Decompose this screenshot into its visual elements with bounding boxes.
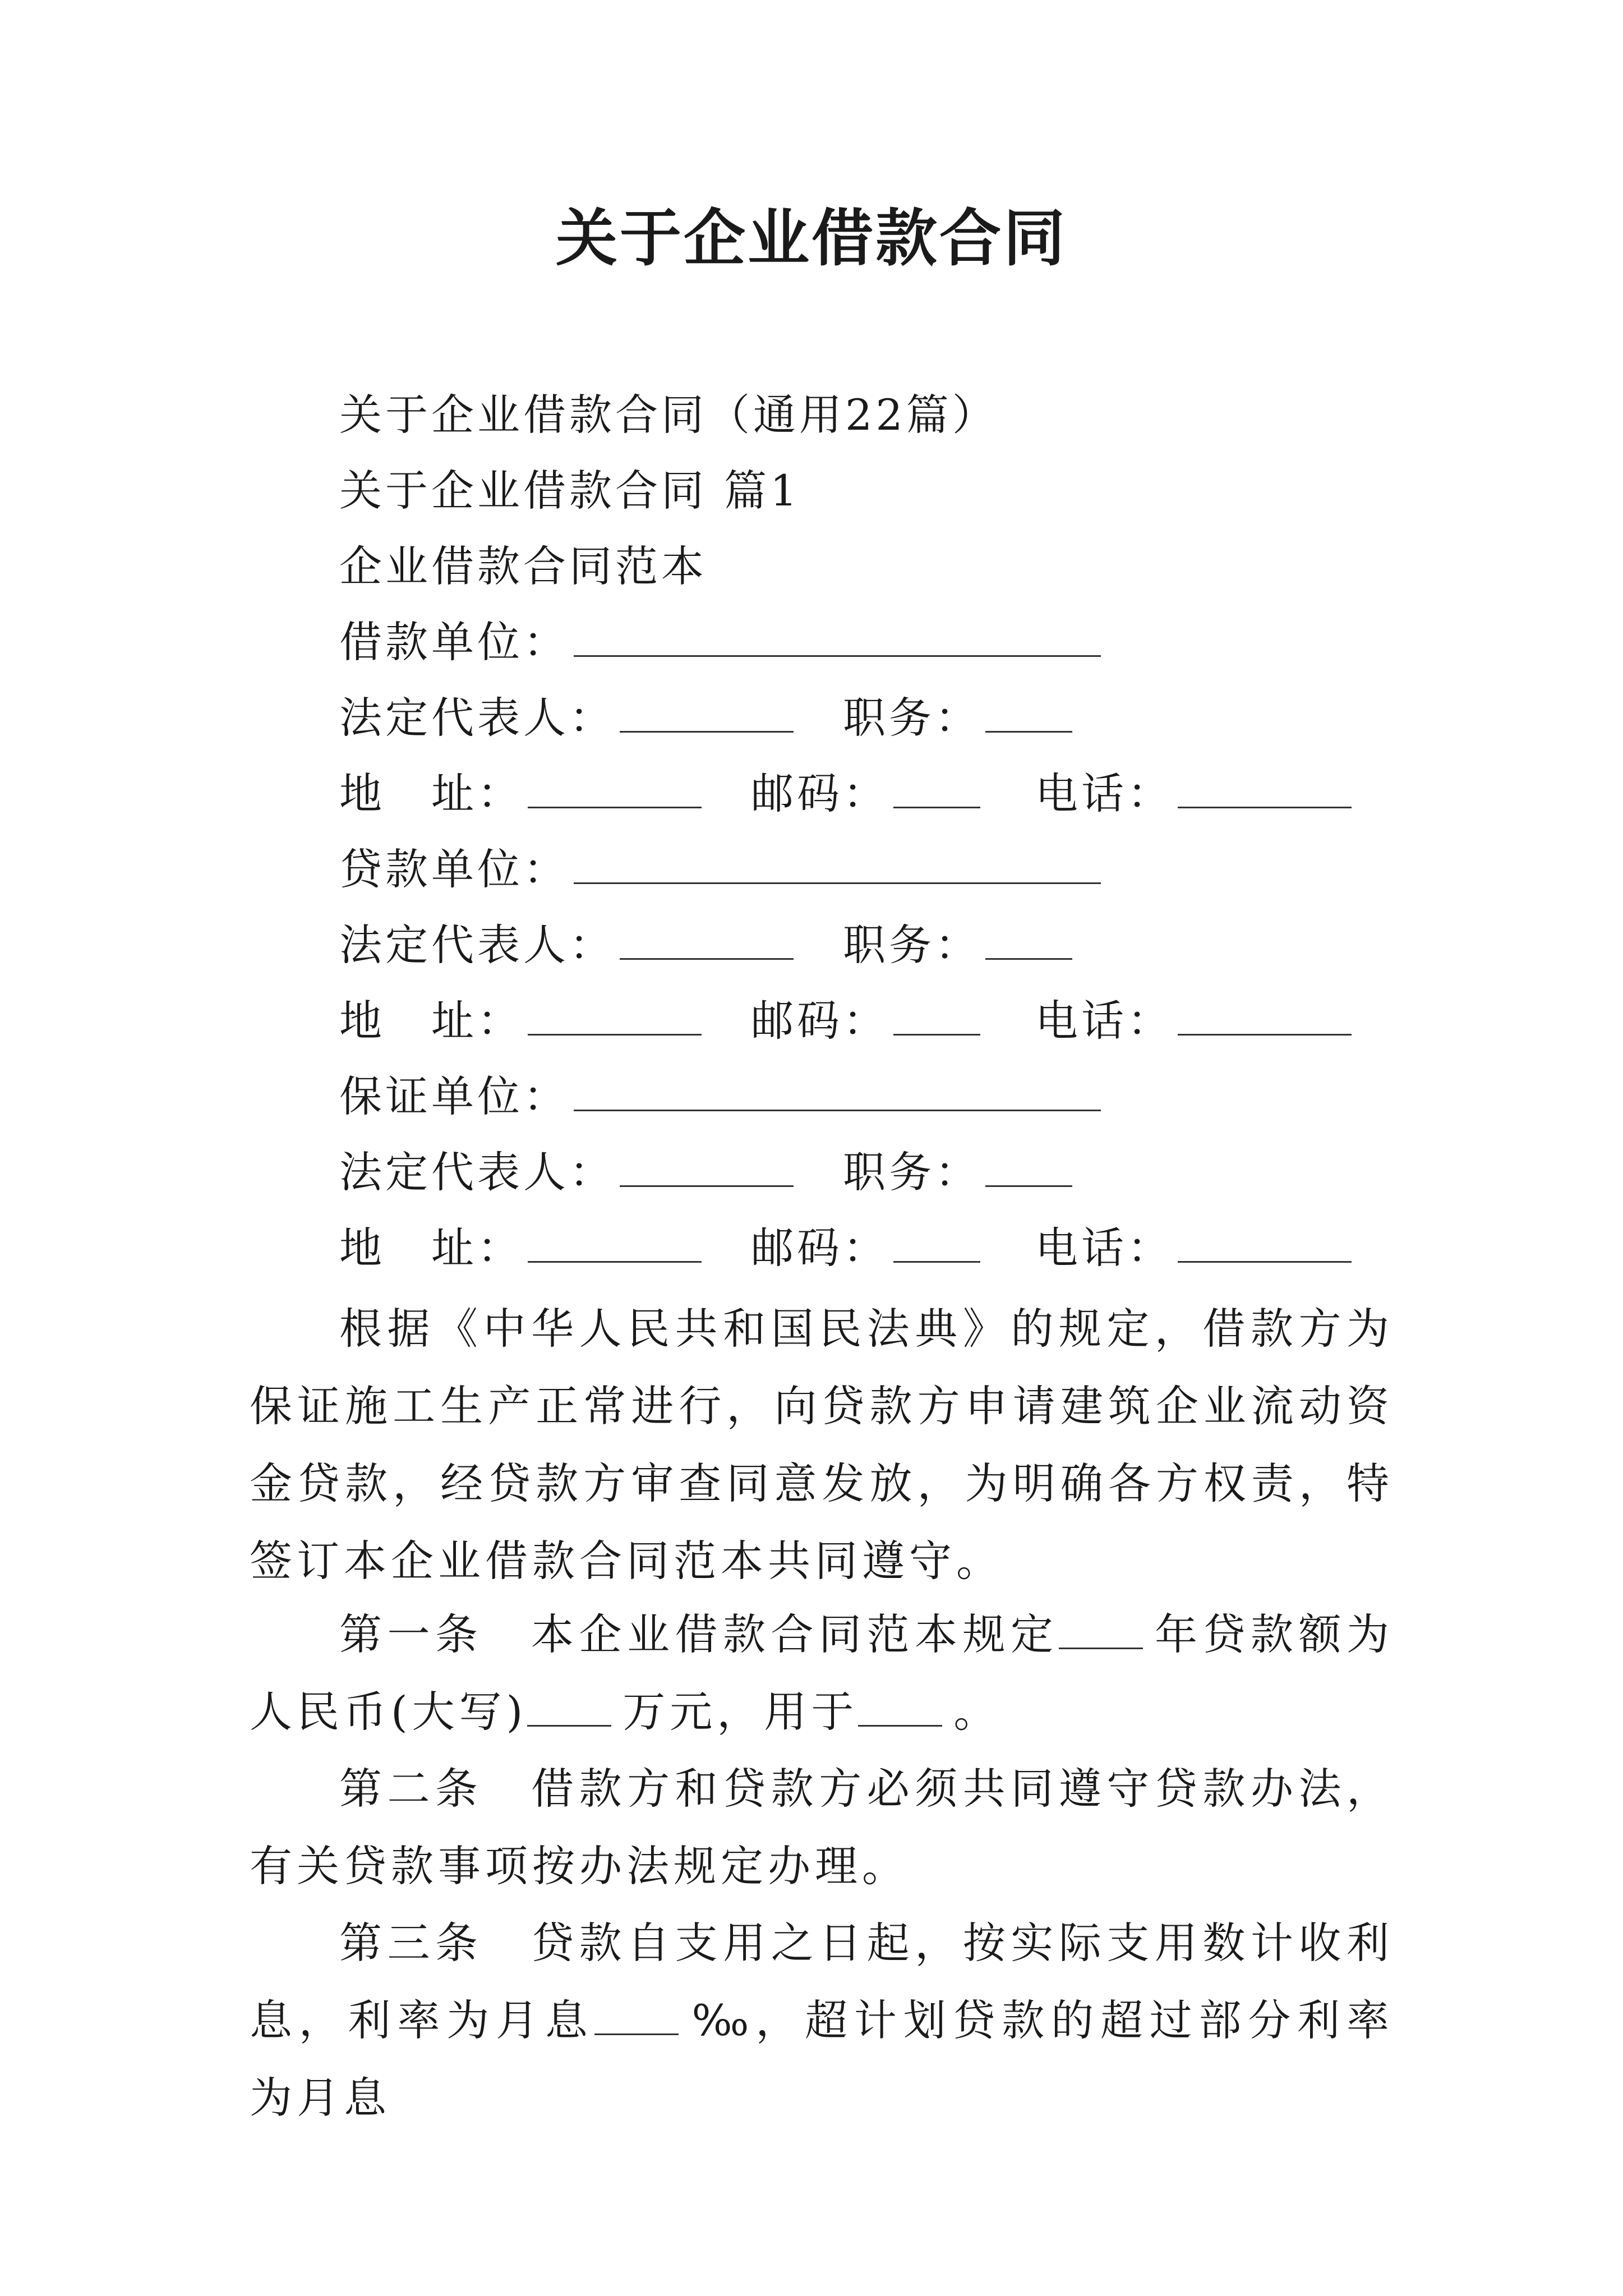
template-name-text: 企业借款合同范本 [339, 541, 707, 591]
article-3-blank-rate [594, 1996, 679, 2035]
section-heading [339, 463, 801, 519]
phone-blank [1178, 1222, 1352, 1263]
address-blank [528, 767, 702, 808]
phone-blank [1178, 995, 1352, 1036]
guarantor-line [339, 1069, 1105, 1125]
article-1-blank-year [1059, 1611, 1143, 1649]
phone-blank [1178, 767, 1352, 808]
article-1-text-c: 万元，用于 [623, 1687, 859, 1737]
lender-rep-line [339, 917, 1077, 973]
guarantor-rep-line [339, 1144, 1077, 1200]
position-label: 职务： [843, 693, 981, 743]
legal-rep-blank [620, 692, 794, 733]
article-2-paragraph: 第二条 借款方和贷款方必须共同遵守贷款办法，有关贷款事项按办法规定办理。 [250, 1764, 1394, 1891]
subtitle-line [339, 387, 998, 443]
position-label: 职务： [843, 1147, 981, 1197]
phone-label: 电话： [1035, 1223, 1173, 1273]
article-1-text-a: 第一条 本企业借款合同范本规定 [339, 1609, 1059, 1659]
postcode-blank [893, 995, 980, 1036]
phone-label: 电话： [1035, 769, 1173, 818]
article-3-paragraph [250, 1904, 1394, 2137]
lender-blank [574, 843, 1101, 884]
subtitle-text: 关于企业借款合同（通用22篇） [339, 390, 998, 440]
article-1-paragraph [250, 1596, 1394, 1751]
article-1-text-b: 年贷款额为人民币(大写) [250, 1609, 1394, 1737]
position-label: 职务： [843, 920, 981, 970]
postcode-label: 邮码： [751, 996, 889, 1046]
address-label: 地 址： [339, 1223, 523, 1273]
postcode-label: 邮码： [751, 1223, 889, 1273]
position-blank [985, 1146, 1072, 1187]
postcode-blank [893, 767, 980, 808]
borrower-blank [574, 616, 1101, 657]
intro-paragraph: 根据《中华人民共和国民法典》的规定，借款方为保证施工生产正常进行，向贷款方申请建筑企业流动资金贷款，经贷款方审查同意发放，为明确各方权责，特签订本企业借款合同范本共同遵守。 [250, 1304, 1394, 1586]
article-1-blank-purpose [858, 1688, 942, 1727]
legal-rep-label: 法定代表人： [339, 693, 615, 743]
article-3-text-a: 第三条 贷款自支用之日起，按实际支用数计收利息，利率为月息 [250, 1918, 1394, 2045]
guarantor-label: 保证单位： [339, 1071, 569, 1121]
position-blank [985, 692, 1072, 733]
legal-rep-label: 法定代表人： [339, 1147, 615, 1197]
article-3-text-b: ‰，超计划贷款的超过部分利率为月息 [250, 1995, 1394, 2123]
address-blank [528, 995, 702, 1036]
lender-address-line [339, 993, 1356, 1049]
address-blank [528, 1222, 702, 1263]
legal-rep-blank [620, 1146, 794, 1187]
article-1-text-d: 。 [953, 1687, 1001, 1737]
borrower-address-line [339, 766, 1356, 822]
template-name-line [339, 539, 707, 595]
postcode-label: 邮码： [751, 769, 889, 818]
article-1-blank-amount [527, 1688, 611, 1727]
legal-rep-label: 法定代表人： [339, 920, 615, 970]
borrower-line [339, 614, 1105, 670]
guarantor-address-line [339, 1220, 1356, 1276]
section-text: 关于企业借款合同 篇1 [339, 466, 801, 516]
lender-label: 贷款单位： [339, 844, 569, 894]
position-blank [985, 919, 1072, 960]
document-title: 关于企业借款合同 [556, 202, 1067, 274]
borrower-label: 借款单位： [339, 617, 569, 667]
borrower-rep-line [339, 690, 1077, 746]
address-label: 地 址： [339, 996, 523, 1046]
phone-label: 电话： [1035, 996, 1173, 1046]
postcode-blank [893, 1222, 980, 1263]
lender-line [339, 841, 1105, 898]
guarantor-blank [574, 1070, 1101, 1111]
legal-rep-blank [620, 919, 794, 960]
address-label: 地 址： [339, 769, 523, 818]
